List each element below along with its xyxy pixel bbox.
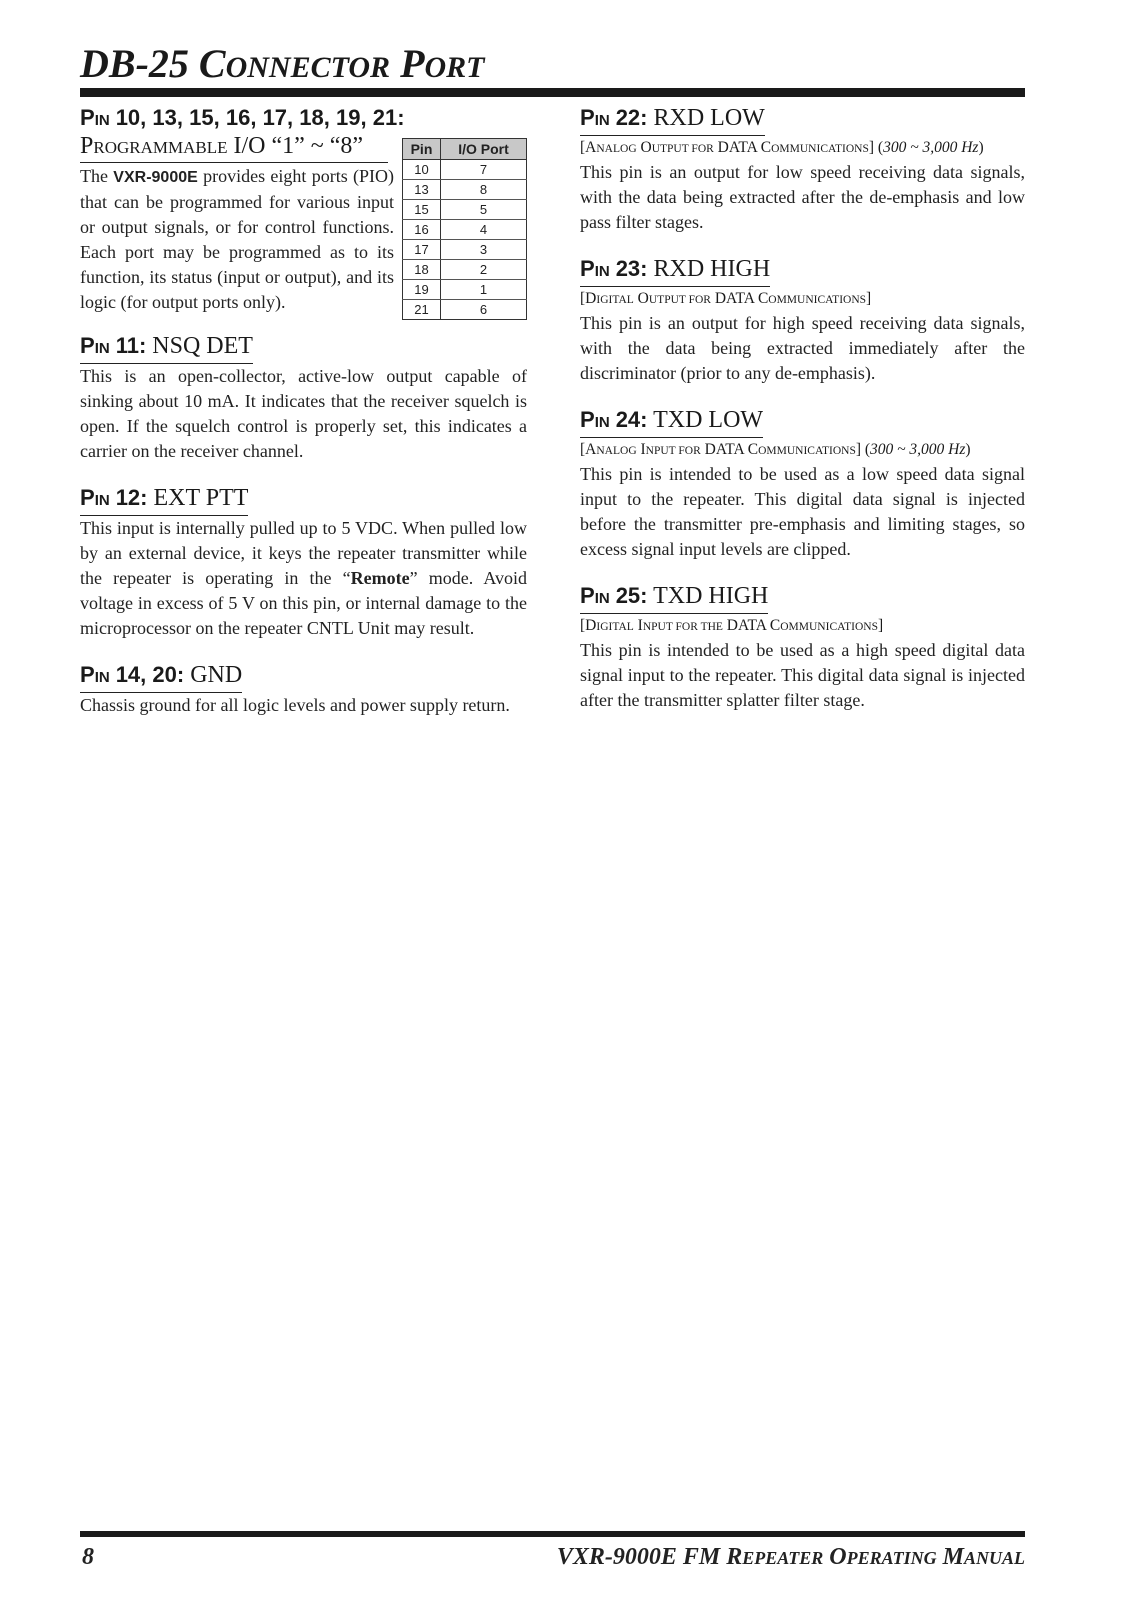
footer-rule <box>80 1531 1025 1537</box>
section-heading-pin-24: PIN 24: TXD LOW <box>580 406 763 438</box>
pin-23-subheading: [DIGITAL OUTPUT FOR DATA COMMUNICATIONS] <box>580 290 872 307</box>
pin-11-description: This is an open-collector, active-low output capable of sinking about 10 mA. It indicates that the receiver squelch is open. If the squelch control is properly set, this indicates a carrier on the receiver channel. <box>80 366 527 461</box>
section-pin-22 <box>580 104 1025 235</box>
right-column <box>580 104 1025 733</box>
page-number: 8 <box>82 1544 94 1570</box>
section-heading-pin-23: PIN 23: RXD HIGH <box>580 255 770 287</box>
pin-25-description: This pin is intended to be used as a high speed digital data signal input to the repeater. This digital data signal is injected after the transmitter splatter filter stage. <box>580 640 1025 710</box>
section-heading-pin-25: PIN 25: TXD HIGH <box>580 582 768 614</box>
section-pin-11 <box>80 332 527 464</box>
table-row: 13 8 <box>403 180 527 200</box>
table-header-pin: Pin <box>403 139 441 160</box>
pin-22-subheading: [ANALOG OUTPUT FOR DATA COMMUNICATIONS] (300 ~ 3,000 Hz) <box>580 139 984 156</box>
pin-24-subheading: [ANALOG INPUT FOR DATA COMMUNICATIONS] (300 ~ 3,000 Hz) <box>580 441 971 458</box>
table-row: 10 7 <box>403 160 527 180</box>
section-heading-pin-11: PIN 11: NSQ DET <box>80 332 253 364</box>
table-row: 16 4 <box>403 220 527 240</box>
table-row: 18 2 <box>403 260 527 280</box>
pin-23-description: This pin is an output for high speed receiving data signals, with the data being extracted immediately after the discriminator (prior to any de-emphasis). <box>580 313 1025 383</box>
footer-manual-title: VXR-9000E FM REPEATER OPERATING MANUAL <box>556 1544 1025 1570</box>
section-heading-pin-12: PIN 12: EXT PTT <box>80 484 248 516</box>
section-pin-25 <box>580 582 1025 713</box>
table-header-io-port: I/O Port <box>440 139 526 160</box>
section-pin-23 <box>580 255 1025 386</box>
section-pin-14-20 <box>80 661 527 718</box>
section-pin-24 <box>580 406 1025 562</box>
section-heading-pin-14-20: PIN 14, 20: GND <box>80 661 242 693</box>
pin-io-port-table <box>402 138 527 320</box>
table-row: 21 6 <box>403 300 527 320</box>
section-heading-pins-10-21: PIN 10, 13, 15, 16, 17, 18, 19, 21: <box>80 105 405 130</box>
pin-25-subheading: [DIGITAL INPUT FOR THE DATA COMMUNICATIONS] <box>580 617 884 634</box>
section-heading-pin-22: PIN 22: RXD LOW <box>580 104 765 136</box>
section-pin-10-21 <box>80 104 527 317</box>
page-title: DB-25 CONNECTOR PORT <box>80 41 485 86</box>
left-column <box>80 104 527 738</box>
pin-14-20-description: Chassis ground for all logic levels and power supply return. <box>80 695 510 715</box>
table-row: 17 3 <box>403 240 527 260</box>
title-rule <box>80 88 1025 97</box>
pin-12-description: This input is internally pulled up to 5 VDC. When pulled low by an external device, it keys the repeater transmitter while the repeater is operating in the “Remote” mode. Avoid voltage in excess of 5 V on this pin, or internal damage to the microprocessor on the repeater CNTL Unit may result. <box>80 518 527 638</box>
pio-description: The VXR-9000E provides eight ports (PIO) that can be programmed for various input or output signals, or for control functions. Each port may be programmed as to its function, its status (input or output), and its logic (for output ports only). <box>80 166 394 312</box>
pin-22-description: This pin is an output for low speed receiving data signals, with the data being extracted after the de-emphasis and low pass filter stages. <box>580 162 1025 232</box>
table-row: 15 5 <box>403 200 527 220</box>
programmable-io-heading: PROGRAMMABLE I/O “1” ~ “8” <box>80 132 388 163</box>
table-row: 19 1 <box>403 280 527 300</box>
section-pin-12 <box>80 484 527 641</box>
pin-24-description: This pin is intended to be used as a low speed data signal input to the repeater. This digital data signal is injected before the transmitter pre-emphasis and limiting stages, so excess signal input levels are clipped. <box>580 464 1025 559</box>
